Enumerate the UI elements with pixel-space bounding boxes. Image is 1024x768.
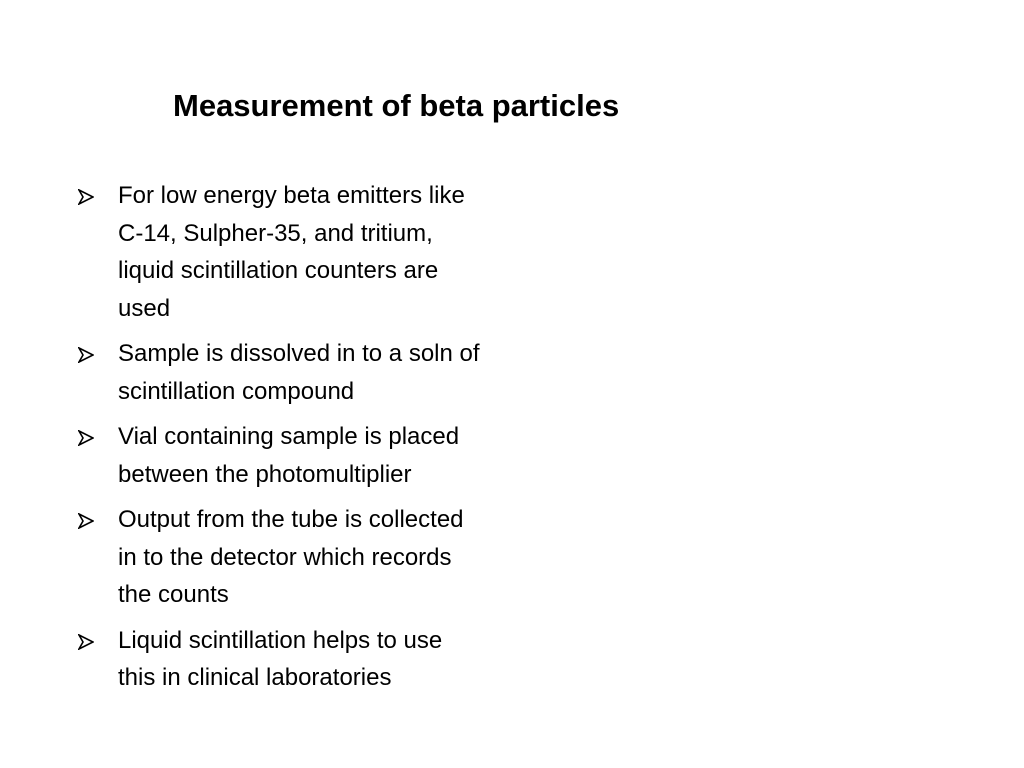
bullet-text — [118, 501, 558, 614]
bullet-line: between the photomultiplier — [118, 460, 412, 488]
bullet-list — [78, 177, 558, 705]
bullet-text — [118, 335, 558, 410]
bullet-line: Vial containing sample is placed — [118, 423, 460, 450]
bullet-line: Liquid scintillation helps to use — [118, 626, 443, 654]
bullet-line: Sample is dissolved in to a soln of — [118, 340, 480, 367]
bullet-item — [78, 177, 558, 327]
bullet-line: scintillation compound — [118, 377, 355, 405]
bullet-line: the counts — [118, 581, 229, 608]
bullet-line: liquid scintillation counters are — [118, 257, 439, 284]
arrowhead-bullet-icon — [78, 513, 94, 529]
slide-title: Measurement of beta particles — [173, 88, 620, 123]
bullet-line: in to the detector which records — [118, 543, 452, 571]
bullet-item — [78, 622, 558, 697]
bullet-item — [78, 335, 558, 410]
arrowhead-bullet-icon — [78, 347, 94, 363]
arrowhead-bullet-icon — [78, 634, 94, 650]
bullet-text — [118, 177, 558, 327]
arrowhead-bullet-icon — [78, 430, 94, 446]
bullet-line: Output from the tube is collected — [118, 506, 464, 533]
bullet-line: For low energy beta emitters like — [118, 182, 465, 209]
bullet-line: used — [118, 294, 171, 322]
bullet-line: C-14, Sulpher-35, and tritium, — [118, 219, 433, 247]
bullet-item — [78, 418, 558, 493]
bullet-item — [78, 501, 558, 614]
bullet-text — [118, 622, 558, 697]
arrowhead-bullet-icon — [78, 189, 94, 205]
bullet-text — [118, 418, 558, 493]
bullet-line: this in clinical laboratories — [118, 664, 392, 691]
